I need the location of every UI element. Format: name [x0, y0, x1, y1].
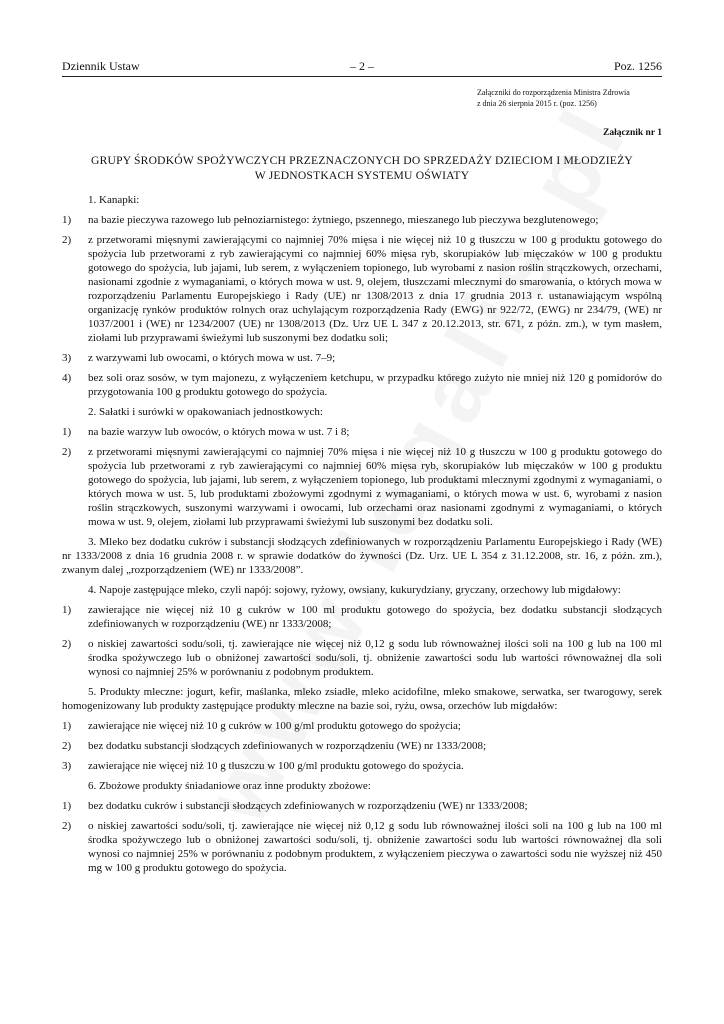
- document-body: [62, 193, 662, 881]
- list-item: [62, 603, 662, 631]
- item-text: z warzywami lub owocami, o których mowa w ust. 7–9;: [88, 352, 336, 364]
- item-number: 3): [62, 760, 72, 772]
- item-text: bez dodatku substancji słodzących zdefiniowanych w rozporządzeniu (WE) nr 1333/2008;: [88, 740, 487, 752]
- list-item: [62, 819, 662, 875]
- item-number: 2): [62, 446, 72, 458]
- list-item: [62, 799, 662, 813]
- section-heading-4: 4. Napoje zastępujące mleko, czyli napój: sojowy, ryżowy, owsiany, kukurydziany, gryczany, orzechowy lub migdałowy:: [88, 584, 621, 596]
- item-text: zawierające nie więcej niż 10 g tłuszczu w 100 g/ml produktu gotowego do spożycia.: [88, 760, 464, 772]
- item-number: 2): [62, 234, 72, 246]
- list-item: [62, 425, 662, 439]
- list-item: [62, 233, 662, 345]
- document-title: [62, 153, 662, 183]
- item-number: 1): [62, 214, 72, 226]
- item-text: zawierające nie więcej niż 10 g cukrów w 100 g/ml produktu gotowego do spożycia;: [88, 720, 461, 732]
- item-number: 1): [62, 604, 72, 616]
- page-header: [62, 58, 662, 77]
- title-line2: W JEDNOSTKACH SYSTEMU OŚWIATY: [254, 169, 470, 182]
- item-number: 1): [62, 426, 72, 438]
- item-text: z przetworami mięsnymi zawierającymi co najmniej 70% mięsa i nie więcej niż 10 g tłuszczu w 100 g produktu gotowego do spożycia lub przetworami z ryb zawierającymi co najmniej 60% mięsa ryb, skorupiaków lub mięczaków w 100 g produktu gotowego do spożycia, lub jajami, lub serem, z wyłączeniem topionego, lub produktami mlecznymi zgodnymi z wymaganiami, o których mowa w ust. 5, lub produktami zbożowymi zgodnymi z wymaganiami, o których mowa w ust. 6, wyrobami z nasion roślin strączkowych, suszonymi warzywami i owocami, lub orzechami oraz nasionami zgodnymi z wymaganiami, o których mowa w ust. 9, olejem, ziołami lub przyprawami świeżymi lub suszonymi bez dodatku soli.: [88, 446, 662, 528]
- item-text: zawierające nie więcej niż 10 g cukrów w 100 ml produktu gotowego do spożycia, bez dodatku substancji słodzących zdefiniowanych w rozporządzeniu (WE) nr 1333/2008;: [88, 604, 662, 630]
- section-heading-1: 1. Kanapki:: [88, 194, 140, 206]
- item-number: 2): [62, 638, 72, 650]
- list-item: [62, 213, 662, 227]
- item-number: 1): [62, 800, 72, 812]
- item-text: o niskiej zawartości sodu/soli, tj. zawierające nie więcej niż 0,12 g sodu lub równoważnej ilości soli na 100 g lub na 100 ml środka spożywczego lub o obniżonej zawartości sodu/soli, tj. obniżenie zawartości sodu lub wartości równoważnej dla soli wynosi co najmniej 25% w porównaniu z podobnym produktem, z wyłączeniem pieczywa o zawartości sodu nie wyższej niż 450 mg w 100 g produktu gotowego do spożycia.: [88, 820, 662, 874]
- section-heading-5: 5. Produkty mleczne: jogurt, kefir, maślanka, mleko zsiadłe, mleko acidofilne, mleko smakowe, serwatka, ser twarogowy, serek homogenizowany lub produkty zastępujące produkty mleczne na bazie soi, ryżu, owsa, orzechów lub migdałów:: [62, 686, 662, 712]
- item-number: 2): [62, 740, 72, 752]
- item-text: bez dodatku cukrów i substancji słodzących zdefiniowanych w rozporządzeniu (WE) nr 1333/2008;: [88, 800, 528, 812]
- item-number: 3): [62, 352, 72, 364]
- item-text: o niskiej zawartości sodu/soli, tj. zawierające nie więcej niż 0,12 g sodu lub równoważnej ilości soli na 100 g lub na 100 ml środka spożywczego lub o obniżonej zawartości sodu/soli, tj. obniżenie zawartości sodu lub wartości równoważnej dla soli wynosi co najmniej 25% w porównaniu z podobnym produktem.: [88, 638, 662, 678]
- annex-reference-line1: Załączniki do rozporządzenia Ministra Zdrowia: [477, 88, 630, 97]
- item-number: 1): [62, 720, 72, 732]
- item-number: 4): [62, 372, 72, 384]
- annex-reference: [477, 87, 677, 109]
- list-item: [62, 445, 662, 529]
- section-heading-2: 2. Sałatki i surówki w opakowaniach jednostkowych:: [88, 406, 323, 418]
- journal-name: Dziennik Ustaw: [62, 59, 140, 73]
- list-item: [62, 719, 662, 733]
- section-paragraph-3: 3. Mleko bez dodatku cukrów i substancji słodzących zdefiniowanych w rozporządzeniu Parlamentu Europejskiego i Rady (WE) nr 1333/2008 z dnia 16 grudnia 2008 r. w sprawie dodatków do żywności (Dz. Urz. UE L 354 z 31.12.2008, str. 16, z późn. zm.), zwanym dalej „rozporządzeniem (WE) nr 1333/2008”.: [62, 536, 662, 576]
- list-item: [62, 739, 662, 753]
- item-number: 2): [62, 820, 72, 832]
- page-number: – 2 –: [350, 59, 374, 73]
- section-heading-6: 6. Zbożowe produkty śniadaniowe oraz inne produkty zbożowe:: [88, 780, 371, 792]
- item-text: z przetworami mięsnymi zawierającymi co najmniej 70% mięsa i nie więcej niż 10 g tłuszczu w 100 g produktu gotowego do spożycia lub przetworami z ryb zawierającymi co najmniej 60% mięsa ryb, skorupiaków lub mięczaków w 100 g produktu gotowego do spożycia, lub jajami, lub serem, z wyłączeniem topionego, lub wyrobami z nasion roślin strączkowych, orzechami, nasionami zgodnie z wymaganiami, o których mowa w ust. 9, olejem, tłuszczami mlecznymi do smarowania, o których mowa w rozporządzeniu Parlamentu Europejskiego i Rady (UE) nr 1308/2013 z dnia 17 grudnia 2013 r. ustanawiającym wspólną organizację rynków produktów rolnych oraz uchylającym rozporządzenia Rady (EWG) nr 922/72, (EWG) nr 234/79, (WE) nr 1037/2001 i (WE) nr 1234/2007 (UE) nr 1308/2013 (Dz. Urz UE L 347 z 20.12.2013, str. 671, z późn. zm.), w tym masłem, ziołami lub przyprawami świeżymi lub suszonymi bez dodatku soli;: [88, 234, 662, 344]
- list-item: [62, 637, 662, 679]
- list-item: [62, 371, 662, 399]
- list-item: [62, 351, 662, 365]
- list-item: [62, 759, 662, 773]
- position-number: Poz. 1256: [614, 59, 662, 73]
- title-line1: GRUPY ŚRODKÓW SPOŻYWCZYCH PRZEZNACZONYCH DO SPRZEDAŻY DZIECIOM I MŁODZIEŻY: [91, 154, 633, 167]
- item-text: na bazie warzyw lub owoców, o których mowa w ust. 7 i 8;: [88, 426, 350, 438]
- item-text: bez soli oraz sosów, w tym majonezu, z wyłączeniem ketchupu, w przypadku którego zużyto nie mniej niż 120 g pomidorów do przygotowania 100 g produktu gotowego do spożycia.: [88, 372, 662, 398]
- item-text: na bazie pieczywa razowego lub pełnoziarnistego: żytniego, pszennego, mieszanego lub pieczywa bezglutenowego;: [88, 214, 599, 226]
- annex-number: Załącznik nr 1: [603, 128, 662, 138]
- annex-reference-line2: z dnia 26 sierpnia 2015 r. (poz. 1256): [477, 99, 597, 108]
